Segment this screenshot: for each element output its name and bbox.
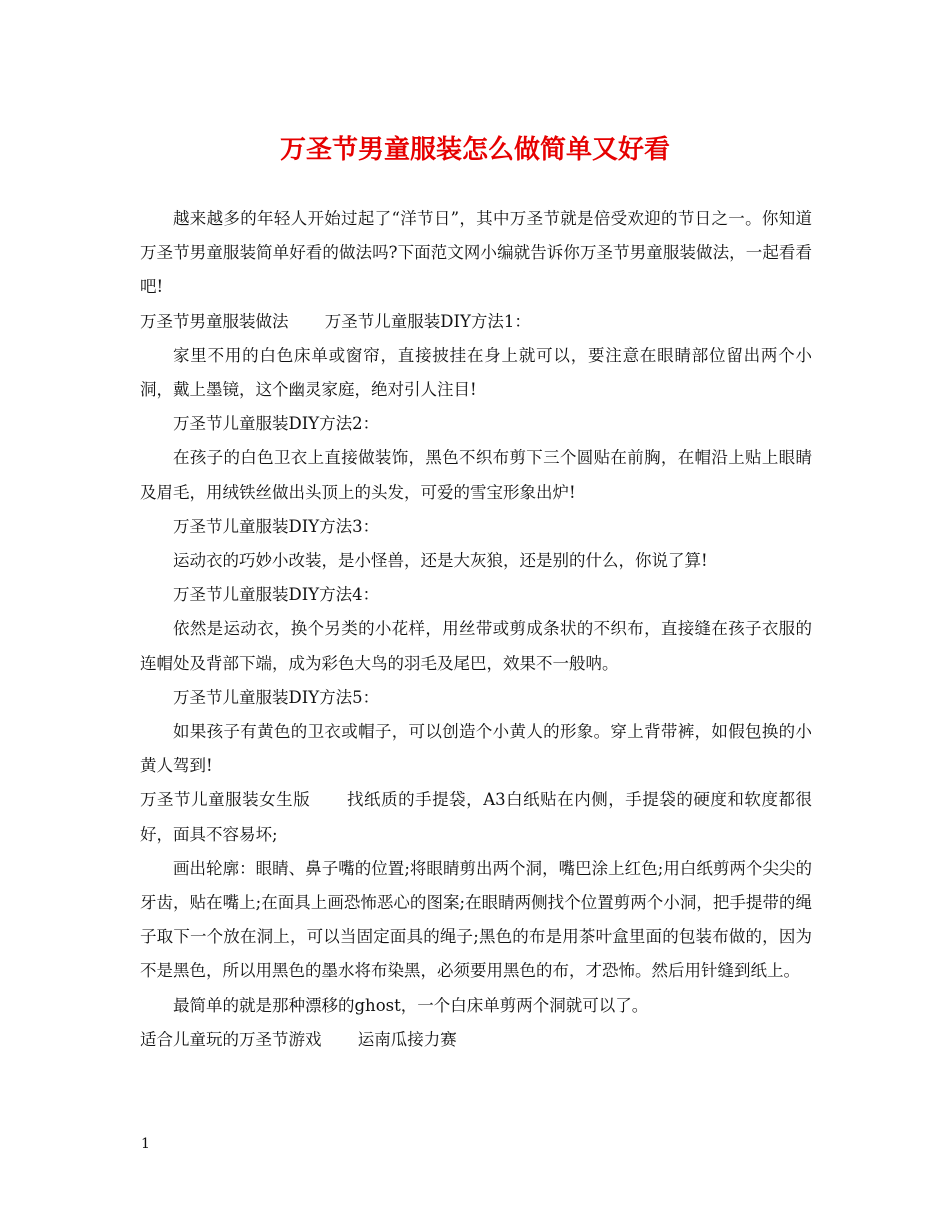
method-heading-1: 万圣节儿童服装DIY方法1： [324, 311, 531, 331]
method-heading-3: 万圣节儿童服装DIY方法3： [173, 516, 380, 536]
girls-paragraph: 找纸质的手提袋，A3白纸贴在内侧，手提袋的硬度和软度都很好，面具不容易坏; [140, 790, 812, 844]
document-title: 万圣节男童服装怎么做简单又好看 [279, 135, 670, 165]
method-3-paragraph: 运动衣的巧妙小改装，是小怪兽，还是大灰狼，还是别的什么，你说了算! [173, 551, 708, 571]
section-heading-girls [140, 783, 812, 851]
section-heading-label: 万圣节男童服装做法 [140, 311, 289, 331]
method-5-paragraph: 如果孩子有黄色的卫衣或帽子，可以创造个小黄人的形象。穿上背带裤，如假包换的小黄人驾到! [140, 722, 812, 776]
ghost-paragraph: 最简单的就是那种漂移的ghost，一个白床单剪两个洞就可以了。 [173, 995, 649, 1015]
method-2-paragraph: 在孩子的白色卫衣上直接做装饰，黑色不织布剪下三个圆贴在前胸，在帽沿上贴上眼睛及眉毛，用绒铁丝做出头顶上的头发，可爱的雪宝形象出炉! [140, 448, 812, 502]
method-1-paragraph: 家里不用的白色床单或窗帘，直接披挂在身上就可以，要注意在眼睛部位留出两个小洞，戴上墨镜，这个幽灵家庭，绝对引人注目! [140, 345, 812, 400]
method-4-paragraph: 依然是运动衣，换个另类的小花样，用丝带或剪成条状的不织布，直接缝在孩子衣服的连帽处及背部下端，成为彩色大鸟的羽毛及尾巴，效果不一般呐。 [140, 619, 812, 673]
method-heading-5: 万圣节儿童服装DIY方法5： [173, 687, 380, 707]
page-number: 1 [141, 1136, 150, 1152]
game-heading: 运南瓜接力赛 [357, 1029, 457, 1049]
outline-paragraph: 画出轮廓：眼睛、鼻子嘴的位置;将眼睛剪出两个洞，嘴巴涂上红色;用白纸剪两个尖尖的牙齿，贴在嘴上;在面具上画恐怖恶心的图案;在眼睛两侧找个位置剪两个小洞，把手提带的绳子取下一个放在洞上，可以当固定面具的绳子;黑色的布是用茶叶盒里面的包装布做的，因为不是黑色，所以用黑色的墨水将布染黑，必须要用黑色的布，才恐怖。然后用针缝到纸上。 [140, 858, 812, 981]
section-heading-games [140, 1023, 812, 1057]
method-heading-4: 万圣节儿童服装DIY方法4： [173, 585, 380, 605]
intro-paragraph: 越来越多的年轻人开始过起了“洋节日”，其中万圣节就是倍受欢迎的节日之一。你知道万圣节男童服装简单好看的做法吗?下面范文网小编就告诉你万圣节男童服装做法，一起看看吧! [140, 209, 812, 297]
section-heading-label: 万圣节儿童服装女生版 [140, 790, 311, 810]
method-heading-2: 万圣节儿童服装DIY方法2： [173, 414, 380, 434]
section-heading-boys [140, 305, 812, 339]
section-heading-label: 适合儿童玩的万圣节游戏 [140, 1029, 322, 1049]
document-body [140, 202, 812, 1057]
